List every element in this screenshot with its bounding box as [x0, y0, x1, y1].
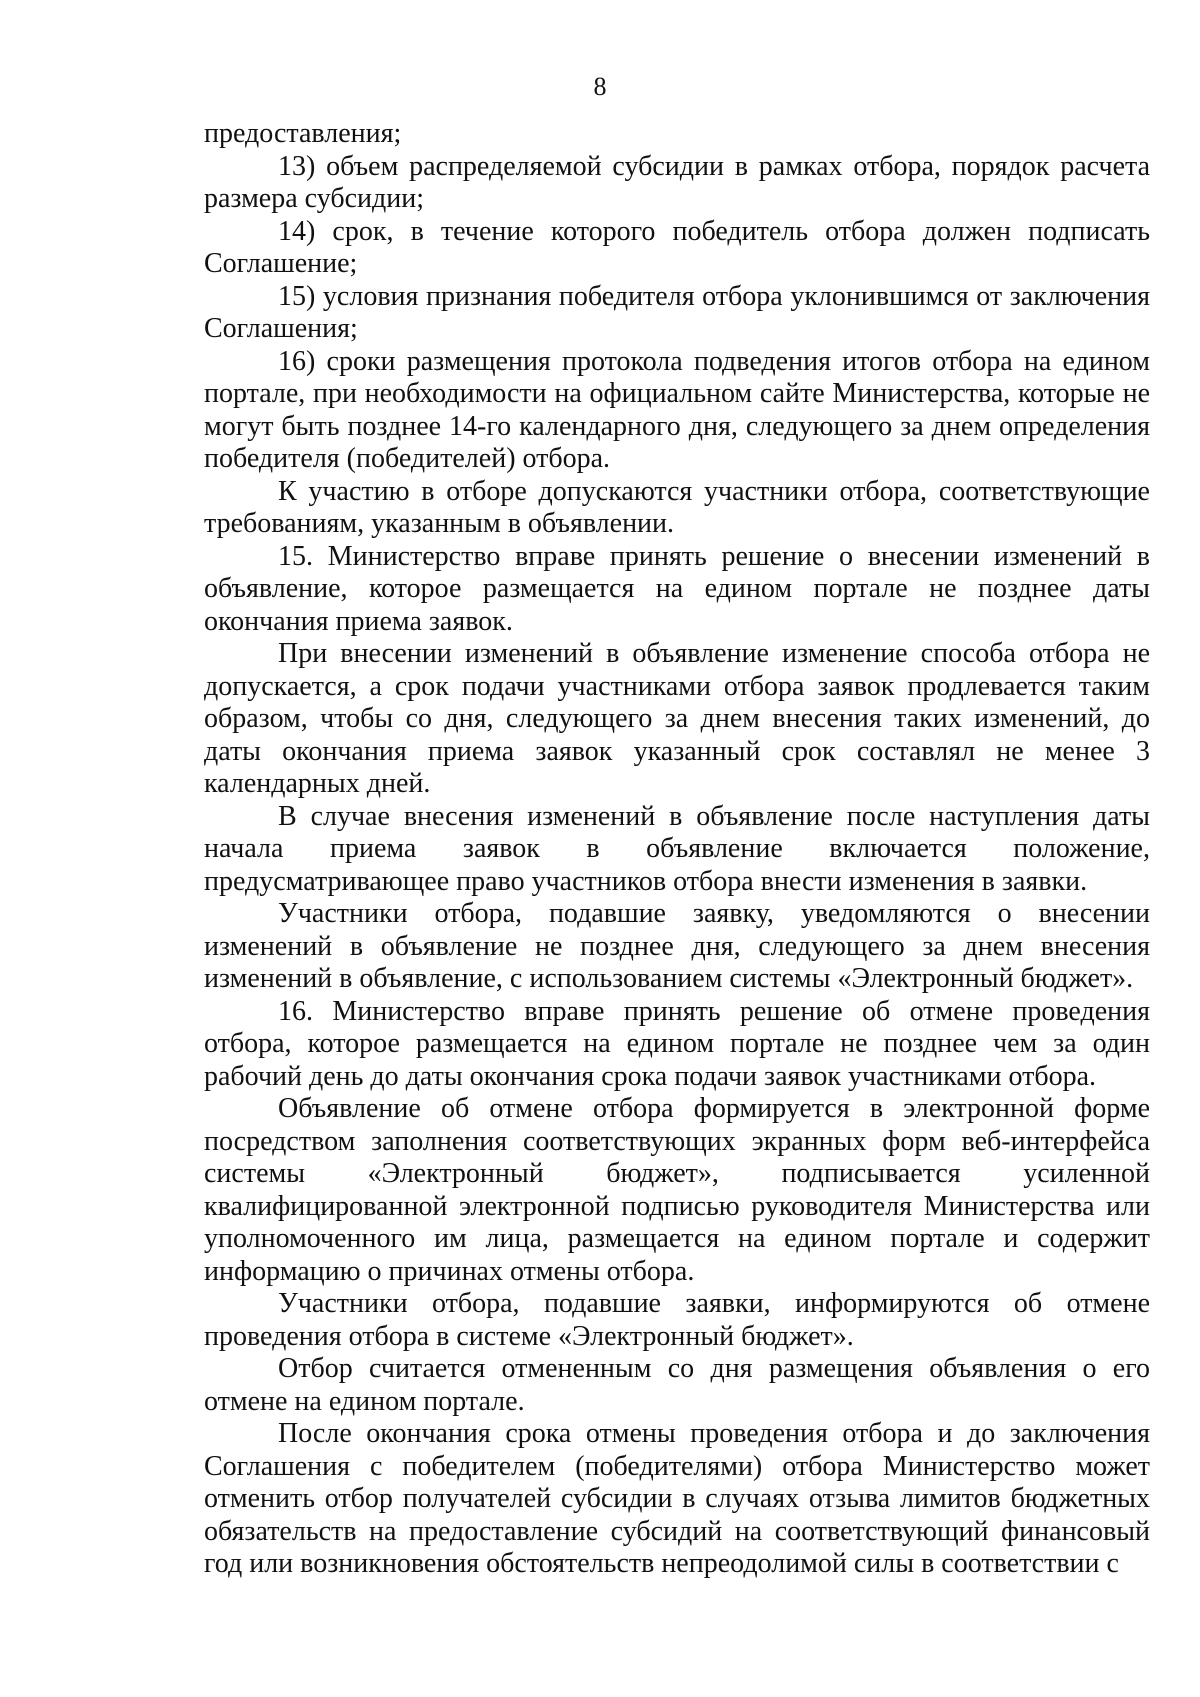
paragraph-cancellation-notice: Объявление об отмене отбора формируется в электронной форме посредством заполнения соответствующих экранных форм веб-интерфейса системы «Электронный бюджет», подписывается усиленной квалифицированной электронной подписью руководителя Министерства или уполномоченного им лица, размещается на едином портале и содержит информацию о причинах отмены отбора.	[204, 1093, 1150, 1287]
paragraph-after-cancellation-term: После окончания срока отмены проведения отбора и до заключения Соглашения с победителем (победителями) отбора Министерство может отменить отбор получателей субсидии в случаях отзыва лимитов бюджетных обязательств на предоставление субсидий на соответствующий финансовый год или возникновения обстоятельств непреодолимой силы в соответствии с	[204, 1418, 1150, 1579]
page-number: 8	[593, 72, 607, 101]
document-body	[204, 118, 1150, 1581]
paragraph-admission: К участию в отборе допускаются участники отбора, соответствующие требованиям, указанным в объявлении.	[204, 475, 1150, 539]
paragraph-item-13: 13) объем распределяемой субсидии в рамках отбора, порядок расчета размера субсидии;	[204, 150, 1150, 214]
paragraph-cancelled-from: Отбор считается отмененным со дня размещения объявления о его отмене на едином портале.	[204, 1353, 1150, 1417]
paragraph-changes-term: При внесении изменений в объявление изменение способа отбора не допускается, а срок подачи участниками отбора заявок продлевается таким образом, чтобы со дня, следующего за днем внесения таких изменений, до даты окончания приема заявок указанный срок составлял не менее 3 календарных дней.	[204, 638, 1150, 799]
paragraph-item-15: 15) условия признания победителя отбора уклонившимся от заключения Соглашения;	[204, 280, 1150, 344]
paragraph-clause-15: 15. Министерство вправе принять решение о внесении изменений в объявление, которое размещается на едином портале не позднее даты окончания приема заявок.	[204, 540, 1150, 637]
paragraph-participants-informed: Участники отбора, подавшие заявки, информируются об отмене проведения отбора в системе «Электронный бюджет».	[204, 1288, 1150, 1352]
paragraph-continuation: предоставления;	[204, 118, 402, 149]
paragraph-item-14: 14) срок, в течение которого победитель отбора должен подписать Соглашение;	[204, 215, 1150, 279]
paragraph-changes-after-start: В случае внесения изменений в объявление после наступления даты начала приема заявок в объявление включается положение, предусматривающее право участников отбора внести изменения в заявки.	[204, 800, 1150, 897]
paragraph-clause-16: 16. Министерство вправе принять решение об отмене проведения отбора, которое размещается на едином портале не позднее чем за один рабочий день до даты окончания срока подачи заявок участниками отбора.	[204, 995, 1150, 1092]
paragraph-participants-notified: Участники отбора, подавшие заявку, уведомляются о внесении изменений в объявление не позднее дня, следующего за днем внесения изменений в объявление, с использованием системы «Электронный бюджет».	[204, 898, 1150, 994]
paragraph-item-16: 16) сроки размещения протокола подведения итогов отбора на едином портале, при необходимости на официальном сайте Министерства, которые не могут быть позднее 14-го календарного дня, следующего за днем определения победителя (победителей) отбора.	[204, 345, 1150, 474]
